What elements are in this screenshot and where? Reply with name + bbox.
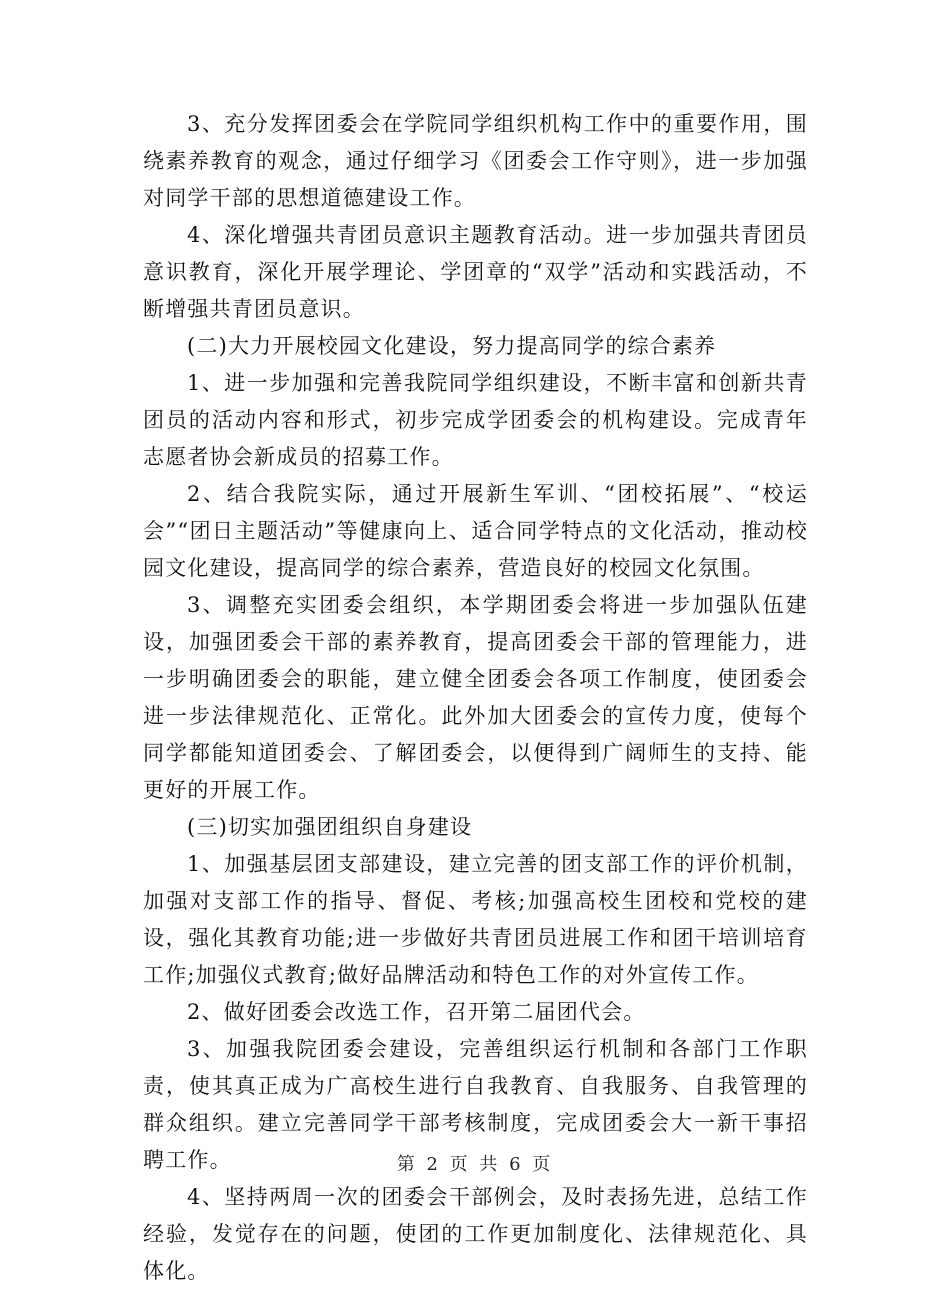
paragraph-2: 4、深化增强共青团员意识主题教育活动。进一步加强共青团员意识教育，深化开展学理论、学团章的“双学”活动和实践活动，不断增强共青团员意识。: [143, 223, 808, 321]
page-number-footer: 第 2 页 共 6 页: [396, 1154, 554, 1175]
section-heading-3: (三)切实加强团组织自身建设: [187, 815, 473, 839]
paragraph-1: 3、充分发挥团委会在学院同学组织机构工作中的重要作用，围绕素养教育的观念，通过仔细学习《团委会工作守则》，进一步加强对同学干部的思想道德建设工作。: [143, 112, 808, 210]
paragraph-3: 1、进一步加强和完善我院同学组织建设，不断丰富和创新共青团员的活动内容和形式，初步完成学团委会的机构建设。完成青年志愿者协会新成员的招募工作。: [143, 371, 808, 469]
paragraph-4: 2、结合我院实际，通过开展新生军训、“团校拓展”、“校运会”“团日主题活动”等健康向上、适合同学特点的文化活动，推动校园文化建设，提高同学的综合素养，营造良好的校园文化氛围。: [143, 482, 808, 580]
section-heading-2: (二)大力开展校园文化建设，努力提高同学的综合素养: [187, 334, 717, 358]
document-body: [143, 106, 808, 1290]
paragraph-5: 3、调整充实团委会组织，本学期团委会将进一步加强队伍建设，加强团委会干部的素养教育，提高团委会干部的管理能力，进一步明确团委会的职能，建立健全团委会各项工作制度，使团委会进一步法律规范化、正常化。此外加大团委会的宣传力度，使每个同学都能知道团委会、了解团委会，以便得到广阔师生的支持、能更好的开展工作。: [143, 593, 808, 802]
paragraph-9: 4、坚持两周一次的团委会干部例会，及时表扬先进，总结工作经验，发觉存在的问题，使团的工作更加制度化、法律规范化、具体化。: [143, 1185, 808, 1283]
paragraph-6: 1、加强基层团支部建设，建立完善的团支部工作的评价机制，加强对支部工作的指导、督促、考核;加强高校生团校和党校的建设，强化其教育功能;进一步做好共青团员进展工作和团干培训培育工作;加强仪式教育;做好品牌活动和特色工作的对外宣传工作。: [143, 852, 808, 987]
paragraph-8: 3、加强我院团委会建设，完善组织运行机制和各部门工作职责，使其真正成为广高校生进行自我教育、自我服务、自我管理的群众组织。建立完善同学干部考核制度，完成团委会大一新干事招聘工作。: [143, 1037, 808, 1172]
paragraph-7: 2、做好团委会改选工作，召开第二届团代会。: [187, 1000, 646, 1024]
